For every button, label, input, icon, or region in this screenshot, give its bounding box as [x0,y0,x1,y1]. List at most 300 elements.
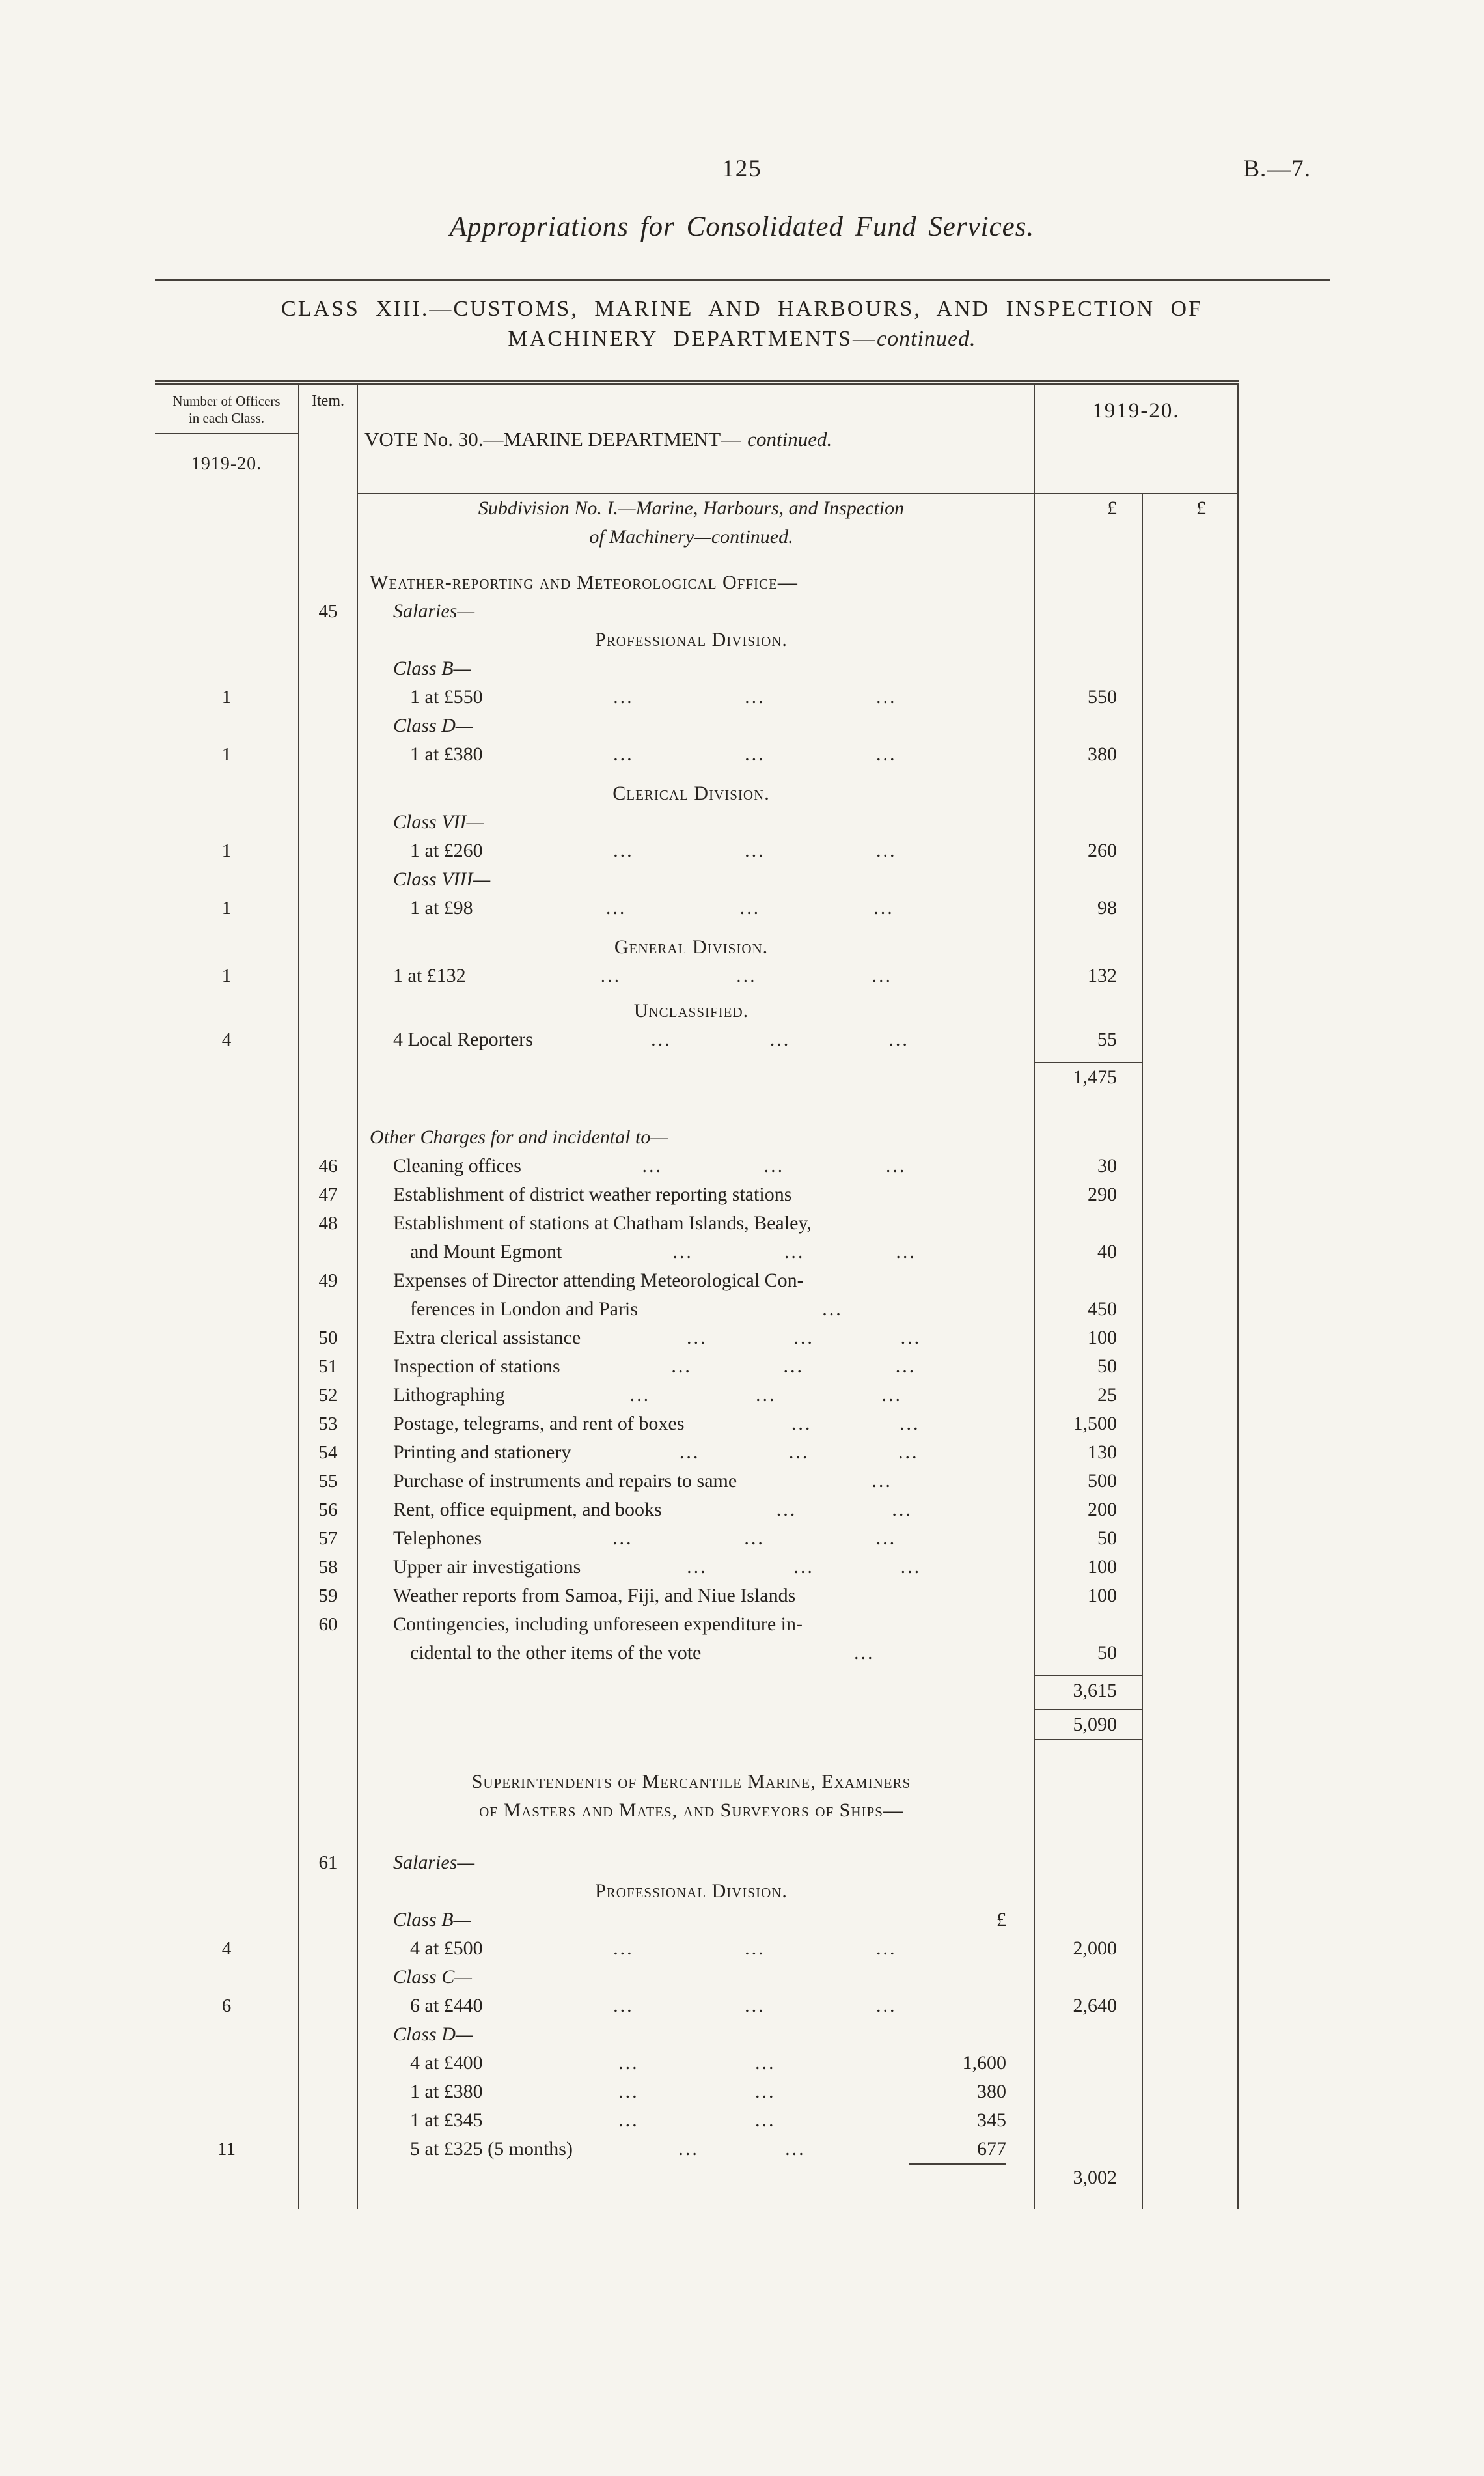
amount-cell-col2 [1143,2020,1239,2049]
amount-cell-col1: 1,500 [1035,1410,1143,1438]
amount-cell-col1: 3,002 [1035,2163,1143,2192]
spacer-cell [358,2192,1035,2209]
amount-cell-col2 [1143,1295,1239,1324]
description-line [358,1524,1034,1553]
spacer-cell [1035,769,1143,779]
description-line [358,1581,1034,1610]
description-cell [358,712,1035,740]
amount-cell-col2 [1143,1796,1239,1825]
officers-count-cell: 1 [155,837,299,865]
amount-cell-col2 [1143,1025,1239,1054]
item-number-cell [299,654,358,683]
description-line [358,808,1034,837]
description-text: 1 at £550 [410,686,483,708]
item-number-cell [299,865,358,894]
leader-dots: ... ... [776,1499,913,1520]
leader-dots: ... ... ... [613,840,897,861]
description-cell [358,1062,1035,1092]
description-line [358,1025,1034,1054]
spacer-cell [299,1054,358,1062]
description-line [358,933,1034,962]
item-number-cell [299,523,358,551]
spacer-cell [1143,1740,1239,1768]
officers-count-cell [155,1152,299,1180]
description-line [358,2163,1034,2165]
class-heading-line2 [0,327,1484,352]
spacer-cell [1143,1092,1239,1123]
spacer-cell [155,551,299,568]
description-line [358,779,1034,808]
table-row [155,1963,1239,1992]
officers-count-cell [155,1123,299,1152]
leader-dots: ... ... ... [600,965,893,986]
amount-cell-col1 [1035,1963,1143,1992]
item-number-cell [299,808,358,837]
inner-amount: 677 [977,2138,1006,2160]
leader-dots: ... ... [678,2138,806,2160]
leader-dots: ... ... [791,1413,920,1434]
item-number-cell [299,894,358,923]
description-cell [358,1796,1035,1825]
amount-cell-col1 [1035,997,1143,1025]
spacer-cell [1143,2192,1239,2209]
description-cell [358,1180,1035,1209]
description-cell [358,1495,1035,1524]
item-number-cell: 52 [299,1381,358,1410]
description-line [358,712,1034,740]
description-cell [358,933,1035,962]
description-cell [358,1295,1035,1324]
description-line [358,494,1034,523]
leader-dots: ... ... ... [613,1995,897,2016]
amount-cell-col2 [1143,1963,1239,1992]
item-number-cell [299,1992,358,2020]
officers-count-cell [155,2078,299,2106]
table-spacer-row [155,1667,1239,1675]
item-number-cell [299,962,358,990]
table-row [155,1639,1239,1667]
description-cell [358,1123,1035,1152]
leader-dots: ... ... ... [687,1556,922,1578]
leader-dots: ... ... [618,2052,776,2074]
officers-count-cell [155,1639,299,1667]
amount-cell-col2 [1143,997,1239,1025]
leader-dots: ... [853,1642,875,1663]
table-body [155,494,1239,2209]
table-row [155,1906,1239,1934]
amount-cell-col2 [1143,894,1239,923]
amount-cell-col2 [1143,1352,1239,1381]
description-text: Rent, office equipment, and books [393,1499,662,1520]
description-cell [358,1438,1035,1467]
description-text: Class B— [393,658,471,679]
description-text: Class VIII— [393,869,491,890]
spacer-cell [1035,1092,1143,1123]
table-spacer-row [155,1092,1239,1123]
description-cell [358,740,1035,769]
description-text: cidental to the other items of the vote [410,1642,702,1663]
table-row [155,962,1239,990]
amount-cell-col2 [1143,1180,1239,1209]
description-text: Clerical Division. [612,783,770,804]
table-row [155,2020,1239,2049]
amount-cell-col1 [1035,1848,1143,1877]
amount-cell-col1 [1035,865,1143,894]
table-row [155,1553,1239,1581]
description-text: 6 at £440 [410,1995,483,2016]
description-cell [358,626,1035,654]
spacer-cell [1143,769,1239,779]
description-cell [358,894,1035,923]
item-number-cell [299,1238,358,1266]
description-line [358,1877,1034,1906]
spacer-cell [155,2192,299,2209]
amount-cell-col2 [1143,1152,1239,1180]
description-text: Weather reports from Samoa, Fiji, and Niue Islands [393,1585,796,1606]
spacer-cell [155,1740,299,1768]
appropriations-table [155,380,1239,2209]
officers-count-cell [155,1209,299,1238]
table-row [155,1992,1239,2020]
description-text: of Masters and Mates, and Surveyors of Ships— [479,1800,903,1821]
amount-cell-col2 [1143,1495,1239,1524]
amount-cell-col2 [1143,1324,1239,1352]
description-cell [358,1963,1035,1992]
description-cell [358,997,1035,1025]
amount-cell-col1: 30 [1035,1152,1143,1180]
description-line [358,2135,1034,2163]
amount-cell-col2 [1143,1639,1239,1667]
officers-count-cell [155,494,299,523]
amount-cell-col1 [1035,1906,1143,1934]
officers-count-cell [155,1438,299,1467]
spacer-cell [1035,1740,1143,1768]
item-number-cell [299,997,358,1025]
amount-cell-col1: 130 [1035,1438,1143,1467]
item-number-cell [299,2049,358,2078]
spacer-cell [299,1740,358,1768]
amount-cell-col2 [1143,654,1239,683]
spacer-cell [155,990,299,997]
table-row [155,683,1239,712]
description-line [358,1266,1034,1295]
description-text: Establishment of district weather reporting stations [393,1184,792,1205]
description-text: Cleaning offices [393,1155,521,1176]
item-number-cell [299,494,358,523]
spacer-cell [358,1825,1035,1848]
amount-cell-col1: 25 [1035,1381,1143,1410]
amount-cell-col2 [1143,2135,1239,2163]
officers-count-cell [155,2020,299,2049]
item-number-cell [299,2020,358,2049]
description-text: Inspection of stations [393,1356,560,1377]
item-number-cell: 53 [299,1410,358,1438]
description-cell [358,1639,1035,1667]
description-text: Telephones [393,1527,482,1549]
amount-cell-col1 [1035,779,1143,808]
table-row [155,2106,1239,2135]
amount-cell-col1: 100 [1035,1553,1143,1581]
item-number-cell: 60 [299,1610,358,1639]
description-cell [358,1877,1035,1906]
spacer-cell [155,769,299,779]
table-row [155,779,1239,808]
description-line [358,1906,1034,1934]
table-row [155,1123,1239,1152]
amount-cell-col2 [1143,1438,1239,1467]
item-number-cell: 59 [299,1581,358,1610]
description-cell [358,1352,1035,1381]
item-number-cell: 49 [299,1266,358,1295]
spacer-cell [1035,923,1143,933]
table-row [155,1324,1239,1352]
amount-cell-col1: 55 [1035,1025,1143,1054]
description-cell [358,1524,1035,1553]
amount-cell-col1 [1035,597,1143,626]
description-line [358,654,1034,683]
officers-count-cell [155,1768,299,1796]
description-line [358,962,1034,990]
description-cell [358,2106,1035,2135]
description-text: Superintendents of Mercantile Marine, Examiners [471,1771,911,1792]
officers-count-cell [155,1062,299,1092]
item-number-cell [299,1639,358,1667]
officers-count-cell [155,626,299,654]
description-text: Class B— [393,1909,471,1930]
amount-cell-col1 [1035,523,1143,551]
leader-dots: ... ... ... [687,1327,922,1348]
officers-count-cell [155,1963,299,1992]
table-row [155,1438,1239,1467]
inner-amount: £ [996,1909,1006,1930]
description-text: of Machinery—continued. [589,526,793,548]
description-text: Professional Division. [595,629,788,650]
officers-count-cell [155,1467,299,1495]
table-row [155,894,1239,923]
spacer-cell [358,990,1035,997]
amount-cell-col1 [1035,568,1143,597]
description-text: 1 at £345 [410,2109,483,2131]
description-line [358,568,1034,597]
description-cell [358,1025,1035,1054]
amount-cell-col2 [1143,1209,1239,1238]
spacer-cell [299,990,358,997]
description-text: Weather-reporting and Meteorological Office— [370,572,798,593]
table-row [155,1467,1239,1495]
description-line [358,1934,1034,1963]
description-line [358,1467,1034,1495]
spacer-cell [1035,1667,1143,1675]
amount-cell-col1: 132 [1035,962,1143,990]
leader-dots: ... ... ... [612,1527,897,1549]
description-line [358,1410,1034,1438]
class-heading-line2-continued: continued. [876,327,976,351]
description-line [358,1381,1034,1410]
vote-title [364,428,832,451]
amount-cell-col2 [1143,837,1239,865]
amount-cell-col2 [1143,626,1239,654]
description-cell [358,962,1035,990]
officers-count-cell [155,1410,299,1438]
item-number-cell [299,2163,358,2192]
description-line [358,2078,1034,2106]
spacer-cell [155,1667,299,1675]
item-number-cell [299,1906,358,1934]
amount-cell-col1 [1035,626,1143,654]
class-heading [0,297,1484,352]
table-spacer-row [155,1054,1239,1062]
table-row [155,933,1239,962]
description-text: 1 at £380 [410,744,483,765]
officers-count-cell [155,2106,299,2135]
leader-dots: ... ... ... [651,1029,909,1050]
description-text: 5 at £325 (5 months) [410,2138,573,2160]
table-row [155,1209,1239,1238]
item-number-cell [299,1796,358,1825]
description-cell [358,1992,1035,2020]
spacer-cell [299,551,358,568]
table-spacer-row [155,1740,1239,1768]
officers-count-cell: 11 [155,2135,299,2163]
officers-count-cell [155,1266,299,1295]
description-cell [358,1209,1035,1238]
table-row [155,1381,1239,1410]
amount-cell-col2 [1143,1266,1239,1295]
amount-cell-col1 [1035,1209,1143,1238]
table-row [155,1152,1239,1180]
item-number-cell [299,1877,358,1906]
amount-cell-col1 [1035,654,1143,683]
amount-cell-col1 [1035,1768,1143,1796]
amount-cell-col2 [1143,1123,1239,1152]
description-line [358,1209,1034,1238]
spacer-cell [358,923,1035,933]
amount-cell-col1 [1035,1266,1143,1295]
description-line [358,1796,1034,1825]
table-row [155,568,1239,597]
table-row [155,837,1239,865]
spacer-cell [358,551,1035,568]
leader-dots: ... ... ... [629,1384,902,1406]
leader-dots: ... ... ... [672,1241,916,1262]
description-line [358,1180,1034,1209]
amount-cell-col2 [1143,1877,1239,1906]
description-cell [358,1410,1035,1438]
amount-cell-col1: 200 [1035,1495,1143,1524]
officers-count-cell [155,1238,299,1266]
amount-cell-col2 [1143,1906,1239,1934]
amount-cell-col1: 290 [1035,1180,1143,1209]
description-cell [358,494,1035,523]
description-text: Printing and stationery [393,1441,571,1463]
amount-cell-col1: 2,000 [1035,1934,1143,1963]
amount-cell-col2 [1143,523,1239,551]
amount-cell-col2 [1143,1381,1239,1410]
description-line [358,1553,1034,1581]
description-line [358,1992,1034,2020]
description-cell [358,1709,1035,1740]
inner-amount: 1,600 [962,2052,1006,2074]
leader-dots: ... [822,1298,843,1320]
leader-dots: ... ... ... [613,1938,897,1959]
officers-count-cell [155,1581,299,1610]
leader-dots: ... ... ... [679,1441,919,1463]
amount-cell-col2 [1143,2163,1239,2192]
amount-cell-col1: 260 [1035,837,1143,865]
officers-count-cell: 4 [155,1025,299,1054]
amount-cell-col1: 98 [1035,894,1143,923]
description-text: Salaries— [393,1852,475,1873]
spacer-cell [1143,1667,1239,1675]
officers-count-cell [155,808,299,837]
spacer-cell [1143,1054,1239,1062]
description-cell [358,1934,1035,1963]
description-cell [358,2020,1035,2049]
description-cell [358,654,1035,683]
amount-cell-col1 [1035,1610,1143,1639]
item-number-cell [299,1768,358,1796]
description-cell [358,1238,1035,1266]
amount-cell-col1: 100 [1035,1581,1143,1610]
vote-title-main: VOTE No. 30.—MARINE DEPARTMENT— [364,428,741,451]
spacer-cell [358,769,1035,779]
spacer-cell [1035,2192,1143,2209]
amount-cell-col1: 50 [1035,1524,1143,1553]
description-cell [358,1906,1035,1934]
description-cell [358,2135,1035,2163]
paper-reference: B.—7. [1243,156,1311,182]
item-number-cell [299,740,358,769]
item-number-cell: 45 [299,597,358,626]
class-heading-line1: CLASS XIII.—CUSTOMS, MARINE AND HARBOURS, AND INSPECTION OF [281,297,1203,321]
spacer-cell [1035,1825,1143,1848]
spacer-cell [1035,990,1143,997]
description-cell [358,865,1035,894]
table-spacer-row [155,769,1239,779]
amount-cell-col2 [1143,933,1239,962]
item-number-cell [299,779,358,808]
item-number-cell: 58 [299,1553,358,1581]
table-spacer-row [155,990,1239,997]
spacer-cell [1143,551,1239,568]
officers-count-cell [155,1906,299,1934]
description-cell [358,1581,1035,1610]
spacer-cell [358,1092,1035,1123]
description-text: Other Charges for and incidental to— [370,1126,668,1148]
description-cell [358,597,1035,626]
officers-count-cell [155,523,299,551]
amount-cell-col2 [1143,779,1239,808]
table-row [155,1524,1239,1553]
item-number-cell: 46 [299,1152,358,1180]
description-cell [358,1553,1035,1581]
description-text: Expenses of Director attending Meteorological Con- [393,1270,804,1291]
amount-cell-col2 [1143,683,1239,712]
description-cell [358,1324,1035,1352]
table-row [155,1709,1239,1740]
description-line [358,2049,1034,2078]
amount-cell-col1 [1035,2135,1143,2163]
description-text: Class VII— [393,811,484,833]
officers-column-header-cell [155,385,299,494]
table-row [155,597,1239,626]
officers-count-cell [155,1796,299,1825]
amount-cell-col1: 500 [1035,1467,1143,1495]
leader-dots: ... ... ... [605,897,894,919]
spacer-cell [1143,1825,1239,1848]
officers-count-cell [155,2049,299,2078]
item-number-cell: 48 [299,1209,358,1238]
